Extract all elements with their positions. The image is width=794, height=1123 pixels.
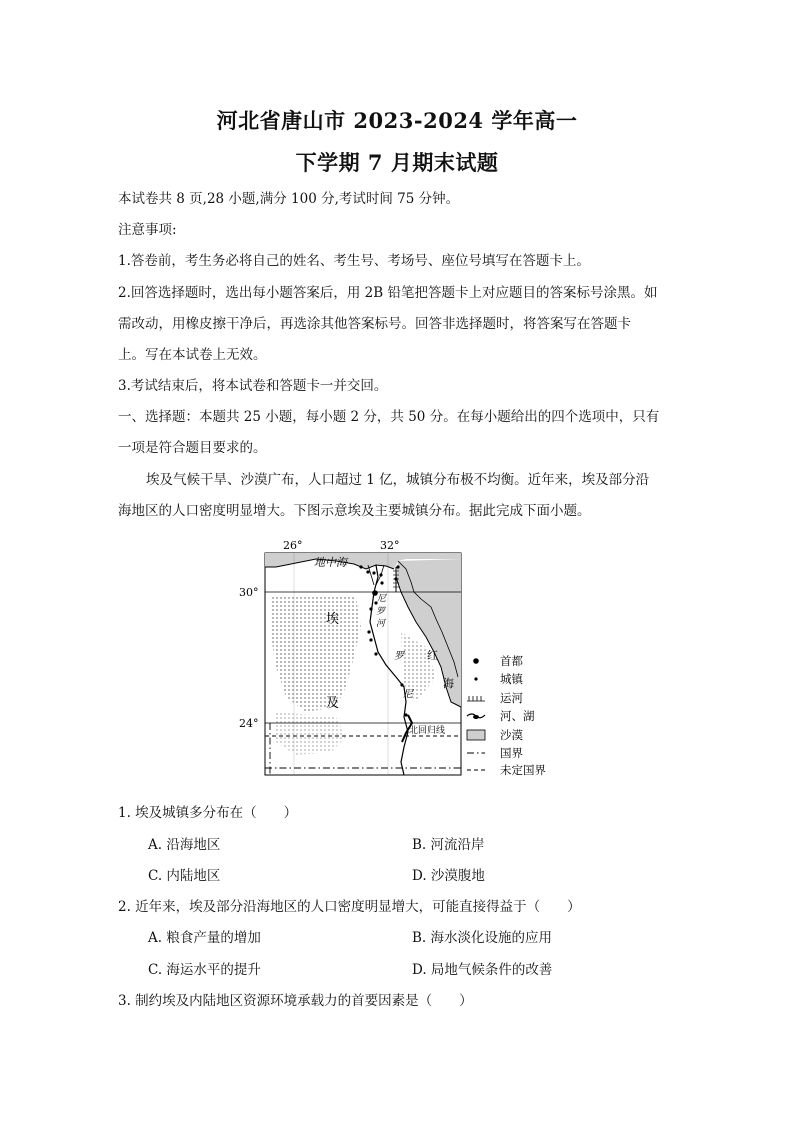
lake-legend-icon <box>473 715 479 719</box>
passage-line-1: 埃及气候干旱、沙漠广布，人口超过 1 亿，城镇分布极不均衡。近年来，埃及部分沿 <box>146 472 650 488</box>
legend-label-river-lake: 河、湖 <box>500 709 535 723</box>
canal-legend-icon <box>467 696 485 701</box>
question-2-option-c[interactable]: C. 海运水平的提升 <box>148 962 261 978</box>
map-legend <box>467 654 546 777</box>
question-2-option-a[interactable]: A. 粮食产量的增加 <box>148 930 261 946</box>
passage-line-2: 海地区的人口密度明显增大。下图示意埃及主要城镇分布。据此完成下面小题。 <box>118 503 591 519</box>
notes-heading: 注意事项: <box>118 222 177 238</box>
note-2-line-2: 需改动，用橡皮擦干净后，再选涂其他答案标号。回答非选择题时，将答案写在答题卡 <box>118 316 631 332</box>
section-1-line-1: 一、选择题：本题共 25 小题，每小题 2 分，共 50 分。在每小题给出的四个选项中，只有 <box>118 409 660 425</box>
legend-label-capital: 首都 <box>500 654 523 668</box>
lon-label-32: 32° <box>380 539 400 552</box>
country-label-2: 及 <box>326 696 340 711</box>
question-2-stem: 2. 近年来，埃及部分沿海地区的人口密度明显增大，可能直接得益于（ ） <box>118 899 581 915</box>
red-sea-label-1: 红 <box>427 649 438 662</box>
question-3-stem: 3. 制约埃及内陆地区资源环境承载力的首要因素是（ ） <box>118 993 473 1009</box>
nile-label-5: 尼 <box>403 689 413 700</box>
question-1-option-b[interactable]: B. 河流沿岸 <box>412 837 485 853</box>
desert-legend-icon <box>467 730 485 740</box>
title-line-1: 河北省唐山市 2023-2024 学年高一 <box>216 108 578 133</box>
question-1-option-a[interactable]: A. 沿海地区 <box>148 837 221 853</box>
question-2-option-b[interactable]: B. 海水淡化设施的应用 <box>412 930 553 946</box>
note-2-line-3: 上。写在本试卷上无效。 <box>118 347 267 363</box>
legend-label-border: 国界 <box>500 746 523 760</box>
mediterranean-label: 地中海 <box>314 556 347 569</box>
note-3: 3.考试结束后，将本试卷和答题卡一并交回。 <box>118 378 388 394</box>
lat-label-30: 30° <box>239 586 259 599</box>
nile-label-2: 罗 <box>376 607 386 617</box>
lat-label-24: 24° <box>239 717 259 730</box>
tropic-label: 北回归线 <box>409 726 446 736</box>
capital-legend-icon <box>473 658 479 664</box>
nile-label-3: 河 <box>376 619 386 629</box>
note-1: 1.答卷前，考生务必将自己的姓名、考生号、考场号、座位号填写在答题卡上。 <box>118 253 590 269</box>
note-2-line-1: 2.回答选择题时，选出每小题答案后，用 2B 铅笔把答题卡上对应题目的答案标号涂黑。如 <box>118 285 658 301</box>
country-label-1: 埃 <box>326 612 340 627</box>
question-1-option-c[interactable]: C. 内陆地区 <box>148 868 221 884</box>
exam-intro: 本试卷共 8 页,28 小题,满分 100 分,考试时间 75 分钟。 <box>118 191 460 207</box>
town-legend-icon <box>474 677 477 680</box>
legend-label-town: 城镇 <box>500 672 523 686</box>
lon-label-26: 26° <box>283 539 303 552</box>
nile-label-4: 罗 <box>394 651 404 662</box>
nile-label-1: 尼 <box>377 594 387 604</box>
title-line-2: 下学期 7 月期末试题 <box>295 150 499 175</box>
legend-label-undefined-border: 未定国界 <box>500 763 546 777</box>
legend-label-desert: 沙漠 <box>500 728 523 742</box>
question-2-option-d[interactable]: D. 局地气候条件的改善 <box>412 962 553 978</box>
question-1-option-d[interactable]: D. 沙漠腹地 <box>412 868 485 884</box>
legend-label-canal: 运河 <box>500 691 523 705</box>
red-sea-label-2: 海 <box>443 677 454 690</box>
section-1-line-2: 一项是符合题目要求的。 <box>118 440 267 456</box>
question-1-stem: 1. 埃及城镇多分布在（ ） <box>118 805 298 821</box>
egypt-map <box>236 537 596 782</box>
